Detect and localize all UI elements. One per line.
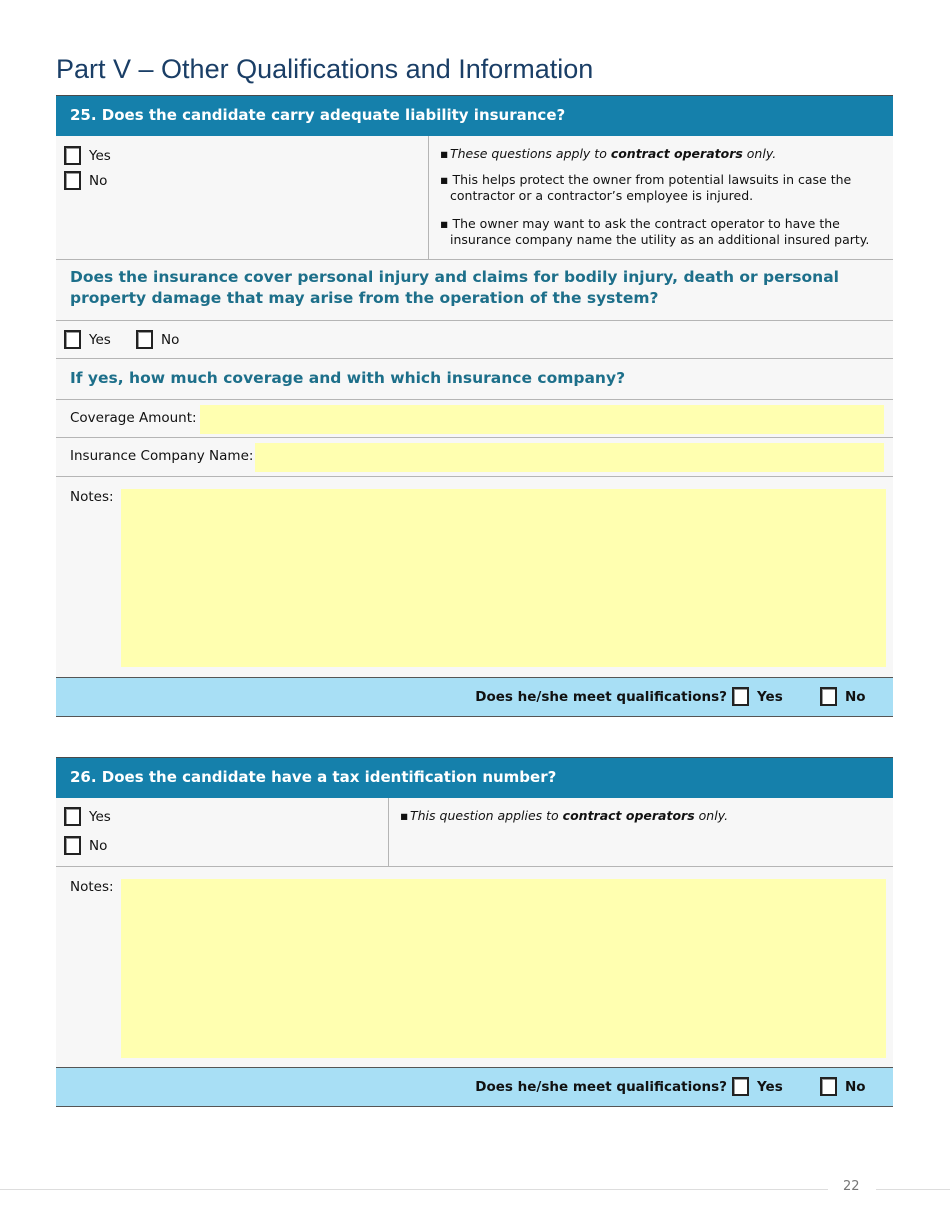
checkbox[interactable] (64, 807, 81, 826)
sub-question-answers (56, 321, 893, 359)
qual-yes-option[interactable] (732, 687, 783, 706)
notes-input[interactable] (121, 489, 886, 667)
checkbox[interactable] (64, 836, 81, 855)
notes-row (56, 867, 893, 1067)
divider (428, 136, 429, 259)
checkbox[interactable] (64, 330, 81, 349)
checkbox[interactable] (732, 1077, 749, 1096)
label: Yes (89, 147, 111, 164)
q25-no-option[interactable] (64, 171, 107, 190)
checkbox[interactable] (820, 687, 837, 706)
qualification-bar (56, 1067, 893, 1107)
notes-label: Notes: (70, 489, 114, 505)
label: No (89, 837, 108, 854)
coverage-row (56, 400, 893, 438)
footer-line (876, 1189, 950, 1190)
note-2: ▪ This helps protect the owner from potential lawsuits in case the contractor or a contractor’s employee is injured. (440, 172, 852, 203)
note-3: ▪ The owner may want to ask the contract operator to have the insurance company name the utility as an additional insured party. (440, 216, 870, 247)
page-title: Part V – Other Qualifications and Information (56, 54, 594, 84)
label: Yes (89, 808, 111, 825)
label: No (89, 172, 108, 189)
note: ▪ This question applies to contract operators only. (400, 808, 729, 823)
if-yes-question: If yes, how much coverage and with which insurance company? (56, 359, 893, 400)
label: Yes (757, 688, 783, 705)
notes-row (56, 477, 893, 677)
q26-no-option[interactable] (64, 836, 107, 855)
q26-yes-option[interactable] (64, 807, 111, 826)
company-label: Insurance Company Name: (70, 448, 254, 464)
q25-yes-option[interactable] (64, 146, 111, 165)
qual-label: Does he/she meet qualifications? (475, 689, 727, 705)
sub-question: Does the insurance cover personal injury and claims for bodily injury, death or personal property damage that may arise from the operation of the system? (56, 260, 893, 321)
coverage-label: Coverage Amount: (70, 410, 197, 426)
checkbox[interactable] (136, 330, 153, 349)
checkbox[interactable] (820, 1077, 837, 1096)
qual-label: Does he/she meet qualifications? (475, 1079, 727, 1095)
company-row (56, 438, 893, 477)
sub-no-option[interactable] (136, 330, 179, 349)
question-26-header: 26. Does the candidate have a tax identification number? (56, 757, 893, 798)
label: Yes (757, 1078, 783, 1095)
qual-no-option[interactable] (820, 687, 866, 706)
footer-line (0, 1189, 828, 1190)
page-number: 22 (843, 1179, 860, 1194)
checkbox[interactable] (64, 171, 81, 190)
notes-label: Notes: (70, 879, 114, 895)
question-26-answer-row (56, 798, 893, 867)
checkbox[interactable] (64, 146, 81, 165)
label: No (845, 688, 866, 705)
label: Yes (89, 331, 111, 348)
notes-input[interactable] (121, 879, 886, 1058)
note-1: ▪ These questions apply to contract operators only. (440, 146, 777, 161)
sub-yes-option[interactable] (64, 330, 111, 349)
divider (388, 798, 389, 866)
question-25-answer-row (56, 136, 893, 260)
checkbox[interactable] (732, 687, 749, 706)
qual-yes-option[interactable] (732, 1077, 783, 1096)
label: No (161, 331, 180, 348)
qual-no-option[interactable] (820, 1077, 866, 1096)
label: No (845, 1078, 866, 1095)
qualification-bar (56, 677, 893, 717)
insurance-company-input[interactable] (255, 443, 884, 472)
question-25-header: 25. Does the candidate carry adequate liability insurance? (56, 95, 893, 136)
coverage-amount-input[interactable] (200, 405, 884, 434)
